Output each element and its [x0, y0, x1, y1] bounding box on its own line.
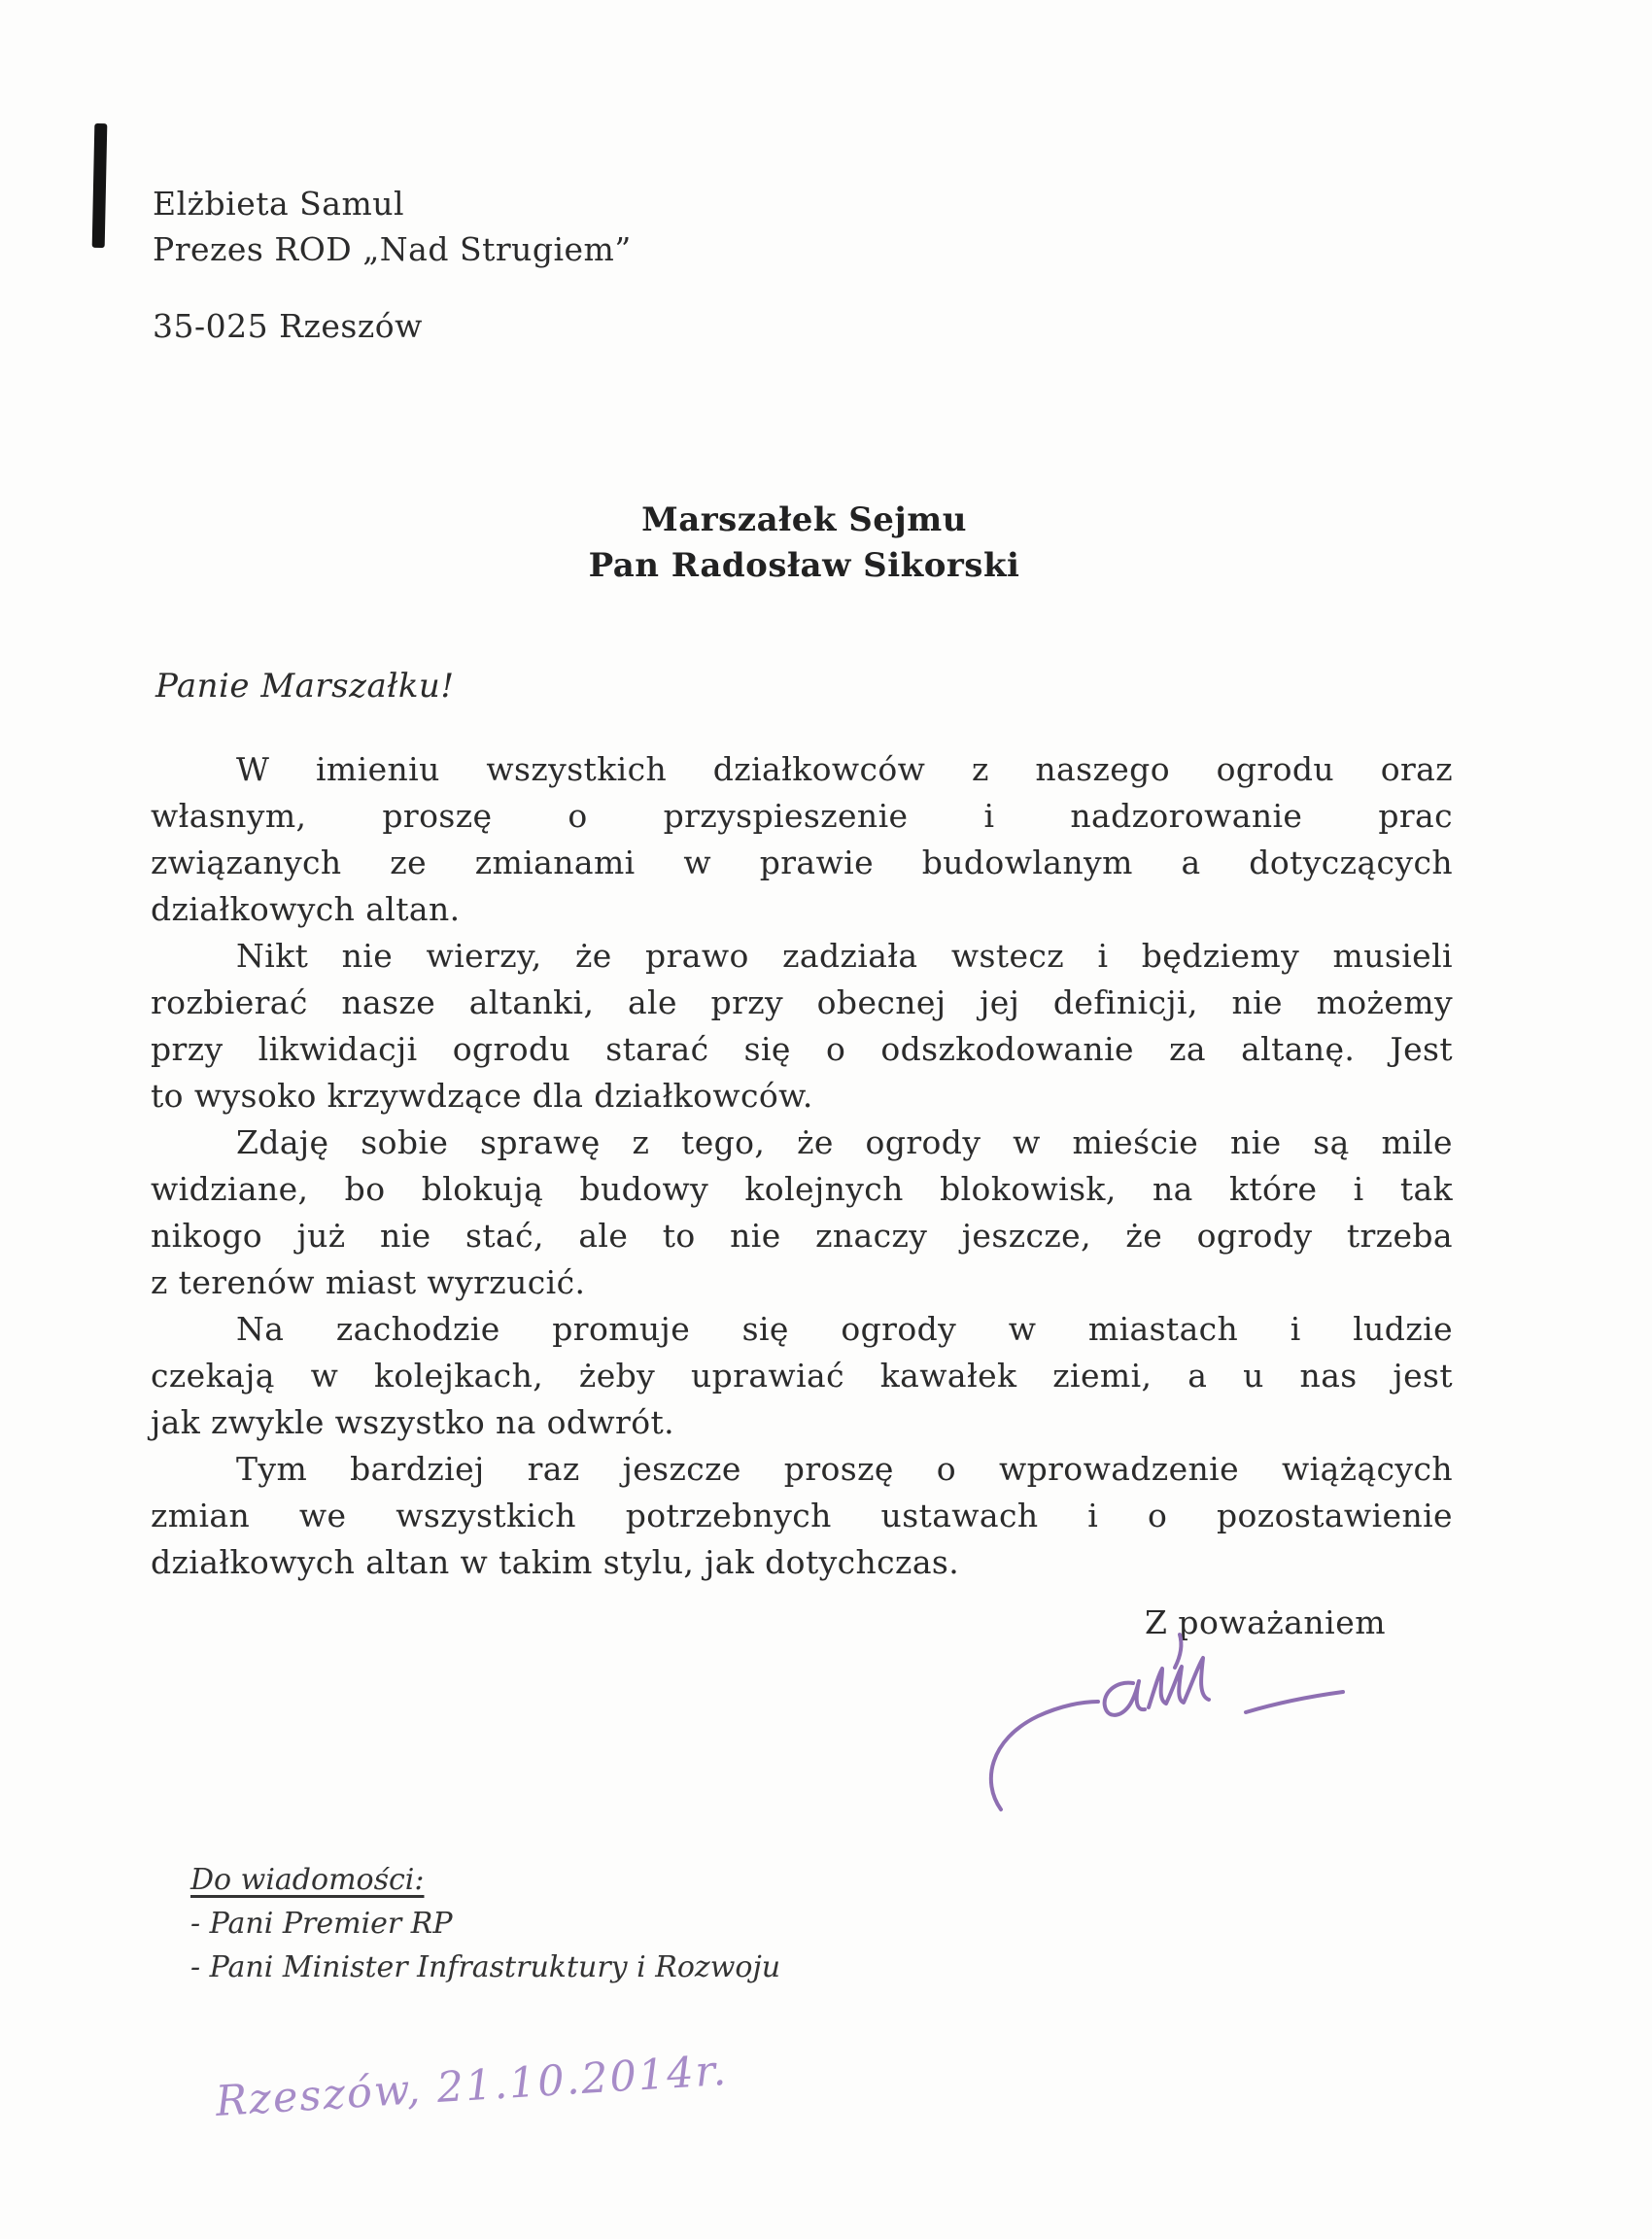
body-line: W imieniu wszystkich działkowców z naszego ogrodu oraz [236, 750, 1453, 788]
paragraph-2 [151, 933, 1453, 1120]
body-line: czekają w kolejkach, żeby uprawiać kawałek ziemi, a u nas jest [151, 1357, 1453, 1395]
body-line: przy likwidacji ogrodu starać się o odszkodowanie za altanę. Jest [151, 1030, 1453, 1068]
sender-name: Elżbieta Samul [153, 185, 405, 223]
sender-city: 35-025 Rzeszów [153, 307, 423, 345]
body-line: Na zachodzie promuje się ogrody w miastach i ludzie [236, 1310, 1453, 1348]
body-line: Zdaję sobie sprawę z tego, że ogrody w mieście nie są mile [236, 1123, 1453, 1161]
paragraph-5 [151, 1446, 1453, 1586]
scan-edge-artifact [92, 123, 108, 248]
body-line: rozbierać nasze altanki, ale przy obecnej jej definicji, nie możemy [151, 983, 1453, 1021]
body-line: związanych ze zmianami w prawie budowlanym a dotyczących [151, 844, 1453, 881]
handwritten-date-note: Rzeszów, 21.10.2014r. [214, 2046, 730, 2126]
signature-stroke [991, 1702, 1098, 1809]
body-line: to wysoko krzywdzące dla działkowców. [151, 1077, 813, 1115]
body-line: działkowych altan. [151, 890, 461, 928]
handwritten-signature [962, 1625, 1390, 1858]
recipient-line1: Marszałek Sejmu [641, 500, 967, 539]
body-line: Tym bardziej raz jeszcze proszę o wprowadzenie wiążących [236, 1450, 1453, 1488]
cc-block [190, 1858, 780, 1989]
signature-stroke [1105, 1681, 1145, 1715]
cc-item: - Pani Minister Infrastruktury i Rozwoju [190, 1950, 781, 1984]
body-line: widziane, bo blokują budowy kolejnych blokowisk, na które i tak [151, 1170, 1453, 1208]
sender-title: Prezes ROD „Nad Strugiem” [153, 230, 632, 268]
signature-stroke [1149, 1658, 1209, 1707]
paragraph-3 [151, 1120, 1453, 1306]
body-line: Nikt nie wierzy, że prawo zadziała wstecz i będziemy musieli [236, 937, 1453, 975]
paragraph-4 [151, 1306, 1453, 1446]
cc-item: - Pani Premier RP [190, 1907, 453, 1941]
body-line: zmian we wszystkich potrzebnych ustawach i o pozostawienie [151, 1497, 1453, 1534]
signature-stroke [1175, 1635, 1181, 1668]
recipient-block [151, 498, 1458, 589]
body-line: własnym, proszę o przyspieszenie i nadzorowanie prac [151, 797, 1453, 835]
paragraph-1 [151, 746, 1453, 933]
body-line: nikogo już nie stać, ale to nie znaczy jeszcze, że ogrody trzeba [151, 1217, 1453, 1255]
body-line: działkowych altan w takim stylu, jak dotychczas. [151, 1543, 960, 1581]
signature-stroke [1246, 1692, 1343, 1712]
body-line: z terenów miast wyrzucić. [151, 1263, 586, 1301]
letter-body [151, 746, 1453, 1586]
valediction: Z poważaniem [1145, 1603, 1387, 1641]
body-line: jak zwykle wszystko na odwrót. [151, 1403, 675, 1441]
cc-heading: Do wiadomości: [190, 1863, 425, 1897]
salutation: Panie Marszałku! [155, 667, 455, 706]
recipient-line2: Pan Radosław Sikorski [588, 546, 1020, 585]
sender-block [153, 181, 632, 272]
